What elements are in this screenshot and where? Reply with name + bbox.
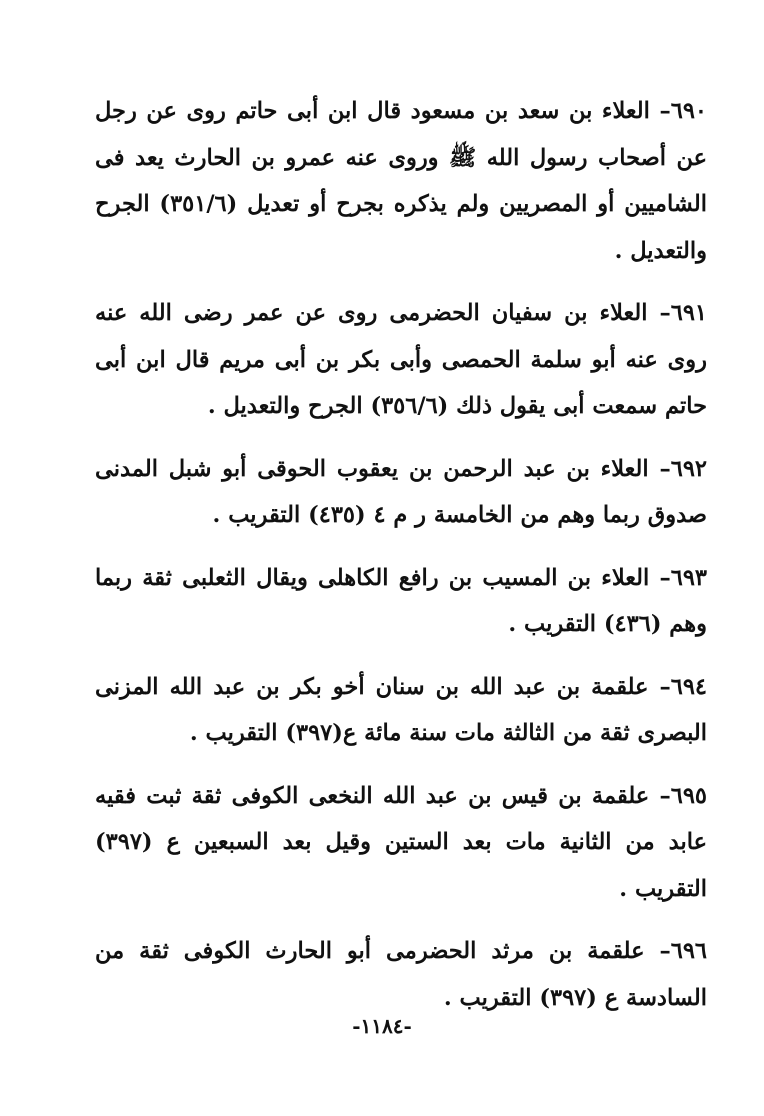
entry-line: وهم (٤٣٦) التقريب . (508, 611, 707, 637)
entry-693 (95, 555, 707, 648)
entry-line: البصرى ثقة من الثالثة مات سنة مائة ع(٣٩٧) التقريب . (189, 720, 707, 746)
entry-line: ٦٩٥– علقمة بن قيس بن عبد الله النخعى الكوفى ثقة ثبت فقيه (95, 782, 707, 809)
entry-692 (95, 446, 707, 539)
entry-line: ٦٩٢– العلاء بن عبد الرحمن بن يعقوب الحوقى أبو شبل المدنى (95, 455, 707, 482)
page-number: -١١٨٤- (352, 1014, 412, 1038)
entry-line: ٦٩٦– علقمة بن مرثد الحضرمى أبو الحارث الكوفى ثقة من (95, 938, 707, 964)
entry-line: صدوق ربما وهم من الخامسة ر م ٤ (٤٣٥) التقريب . (212, 502, 707, 528)
entry-line: ٦٩١– العلاء بن سفيان الحضرمى روى عن عمر رضى الله عنه (95, 300, 707, 326)
entry-line: عابد من الثانية مات بعد الستين وقيل بعد السبعين ع (٣٩٧) (95, 829, 707, 855)
entry-line: السادسة ع (٣٩٧) التقريب . (443, 984, 707, 1011)
entry-line: روى عنه أبو سلمة الحمصى وأبى بكر بن أبى مريم قال ابن أبى (95, 346, 707, 373)
entry-line: عن أصحاب رسول الله ﷺ وروى عنه عمرو بن الحارث يعد فى (95, 144, 707, 171)
entry-line: حاتم سمعت أبى يقول ذلك (٣٥٦/٦) الجرح والتعديل . (207, 393, 707, 419)
entry-line: ٦٩٤– علقمة بن عبد الله بن سنان أخو بكر بن عبد الله المزنى (95, 673, 707, 700)
entry-690 (95, 88, 707, 274)
entry-694 (95, 664, 707, 757)
entry-696 (95, 928, 707, 1021)
entry-line: ٦٩٣– العلاء بن المسيب بن رافع الكاهلى ويقال الثعلبى ثقة ربما (95, 564, 707, 591)
entry-line: الشاميين أو المصريين ولم يذكره بجرح أو تعديل (٣٥١/٦) الجرح (95, 191, 707, 217)
page-body (95, 88, 707, 1037)
entry-line: ٦٩٠– العلاء بن سعد بن مسعود قال ابن أبى حاتم روى عن رجل (95, 98, 707, 124)
entry-line: والتعديل . (614, 237, 707, 264)
entry-691 (95, 290, 707, 430)
entry-line: التقريب . (619, 875, 707, 902)
entry-695 (95, 773, 707, 913)
